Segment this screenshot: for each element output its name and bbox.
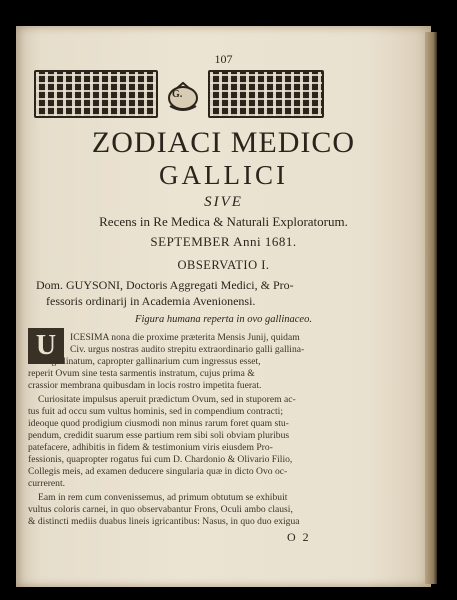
body-line: Curiositate impulsus aperuit prædictum Ovum, sed in stuporem ac- [38,394,296,405]
ornament-right [208,70,324,118]
body-line: Civ. urgus nostras audito strepitu extraordinario galli gallina- [70,344,305,355]
body-line: currerent. [28,478,66,489]
body-line: patefacere, adhibitis in fidem & testimonium viris eiusdem Pro- [28,442,273,453]
observatio-heading: OBSERVATIO I. [177,258,270,272]
body-line: tus fuit ad occu sum vultus hominis, sed in compendium contracti; [28,406,283,417]
body-line: reperit Ovum sine testa sarmentis instratum, cujus prima & [28,368,255,379]
emblem-text: G. [172,89,183,100]
ornament-left [34,70,158,118]
body-line: vultus coloris carnei, in quo observabantur Frons, Oculi ambo clausi, [28,504,293,515]
page-number: 107 [214,52,233,66]
figure-caption: Figura humana reperta in ovo gallinaceo. [135,314,312,325]
drop-cap: U [28,328,64,364]
body-line: ICESIMA nona die proxime præterita Mensis Junij, quidam [70,332,300,343]
title-line-1: ZODIACI MEDICO [91,126,356,159]
page-edge [425,32,437,584]
author-line-1: Dom. GUYSONI, Doctoris Aggregati Medici, & Pro- [36,278,294,292]
title-line-2: GALLICI [159,160,288,190]
body-line: Eam in rem cum convenissemus, ad primum obtutum se exhibuit [38,492,288,503]
date-line: SEPTEMBER Anni 1681. [150,234,297,249]
body-line: fessionis, quapropter rogatus fui cum D. Chardonio & Olivario Filio, [28,454,293,465]
body-line: ideoque quod prodigium ciusmodi non minus rarum foret quam stu- [28,418,289,429]
body-line: cei & gallinatum, capropter gallinarium cum ingressus esset, [28,356,261,367]
body-line: Collegis meis, ad examen deducere singularia quæ in dicto Ovo oc- [28,466,288,477]
subtitle: Recens in Re Medica & Naturali Exploratorum. [99,214,348,229]
sive-label: SIVE [204,194,243,210]
body-line: & distincti mediis duabus lineis igricantibus: Nasus, in quo duo exigua [28,516,300,527]
author-line-2: fessoris ordinarij in Academia Avenionensi. [46,294,256,308]
body-line: crassior membrana quibusdam in locis rostro impetita fuerat. [28,380,262,391]
signature-mark: O 2 [287,530,311,544]
emblem-icon [164,80,202,114]
body-line: pendum, credidit suarum esse partium rem sibi soli obviam pluribus [28,430,290,441]
